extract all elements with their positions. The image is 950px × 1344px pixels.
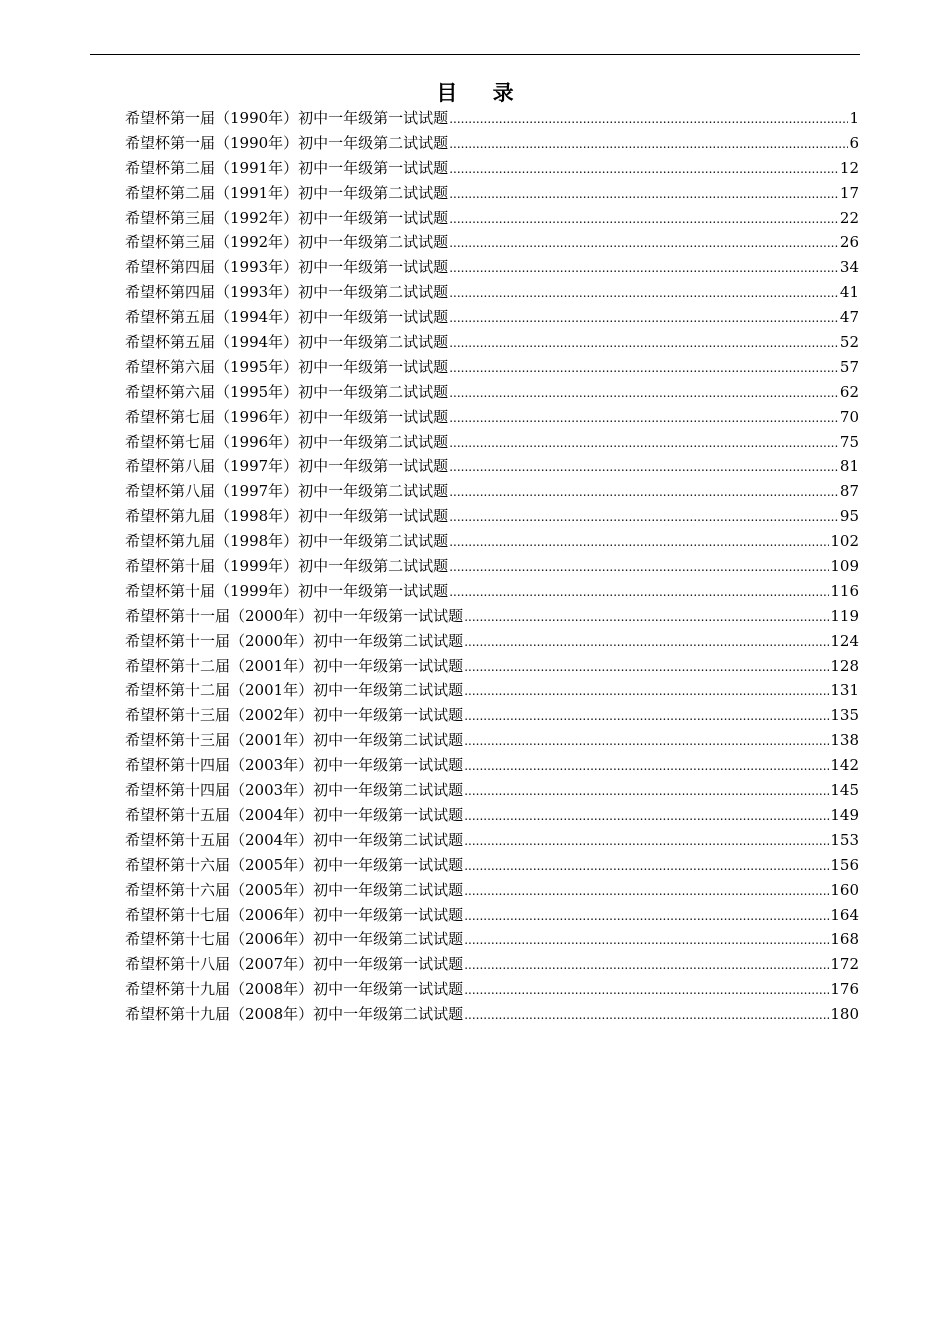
toc-dot-leader (464, 804, 829, 828)
toc-entry[interactable] (125, 853, 859, 878)
toc-entry-title: 希望杯第六届（1995年）初中一年级第一试试题 (125, 357, 449, 376)
toc-dot-leader (464, 679, 829, 703)
toc-entry-page-number: 17 (839, 183, 859, 202)
toc-entry[interactable] (125, 977, 859, 1002)
toc-entry-page-number: 57 (839, 357, 859, 376)
toc-title: 目 录 (436, 81, 528, 105)
toc-entry-page-number: 172 (830, 955, 859, 974)
toc-entry[interactable] (125, 1002, 859, 1027)
toc-dot-leader (464, 729, 829, 753)
toc-entry[interactable] (125, 380, 859, 405)
toc-entry-title: 希望杯第五届（1994年）初中一年级第一试试题 (125, 308, 449, 327)
toc-dot-leader (449, 480, 839, 504)
toc-entry-page-number: 109 (830, 557, 859, 576)
toc-entry-page-number: 131 (830, 681, 859, 700)
toc-entry[interactable] (125, 803, 859, 828)
toc-entry-title: 希望杯第三届（1992年）初中一年级第一试试题 (125, 208, 449, 227)
toc-entry-page-number: 168 (830, 930, 859, 949)
toc-dot-leader (449, 580, 829, 604)
toc-entry-title: 希望杯第三届（1992年）初中一年级第二试试题 (125, 233, 449, 252)
toc-dot-leader (449, 505, 839, 529)
toc-entry[interactable] (125, 828, 859, 853)
toc-entry-page-number: 41 (839, 283, 859, 302)
toc-dot-leader (464, 704, 829, 728)
toc-entry-title: 希望杯第十四届（2003年）初中一年级第一试试题 (125, 756, 464, 775)
toc-entry-page-number: 47 (839, 308, 859, 327)
toc-dot-leader (449, 331, 839, 355)
header-rule (90, 54, 860, 55)
toc-dot-leader (464, 754, 829, 778)
toc-dot-leader (464, 779, 829, 803)
toc-dot-leader (464, 829, 829, 853)
toc-entry[interactable] (125, 703, 859, 728)
toc-entry[interactable] (125, 952, 859, 977)
toc-entry-page-number: 87 (839, 482, 859, 501)
toc-entry[interactable] (125, 181, 859, 206)
toc-dot-leader (449, 381, 839, 405)
toc-dot-leader (449, 406, 839, 430)
toc-entry-page-number: 70 (839, 407, 859, 426)
toc-entry[interactable] (125, 355, 859, 380)
toc-dot-leader (449, 182, 839, 206)
toc-entry-page-number: 128 (830, 656, 859, 675)
toc-entry-title: 希望杯第十三届（2002年）初中一年级第一试试题 (125, 706, 464, 725)
toc-entry-title: 希望杯第十届（1999年）初中一年级第二试试题 (125, 557, 449, 576)
toc-entry[interactable] (125, 131, 859, 156)
toc-dot-leader (449, 231, 839, 255)
toc-entry-page-number: 12 (839, 158, 859, 177)
toc-entry-title: 希望杯第六届（1995年）初中一年级第二试试题 (125, 382, 449, 401)
toc-entry-title: 希望杯第十八届（2007年）初中一年级第一试试题 (125, 955, 464, 974)
toc-entry-title: 希望杯第十二届（2001年）初中一年级第一试试题 (125, 656, 464, 675)
toc-entry[interactable] (125, 654, 859, 679)
toc-entry[interactable] (125, 753, 859, 778)
toc-entry[interactable] (125, 106, 859, 131)
toc-entry-title: 希望杯第二届（1991年）初中一年级第二试试题 (125, 183, 449, 202)
toc-entry-page-number: 142 (830, 756, 859, 775)
toc-entry[interactable] (125, 454, 859, 479)
toc-entry-title: 希望杯第九届（1998年）初中一年级第二试试题 (125, 532, 449, 551)
toc-entry-title: 希望杯第十九届（2008年）初中一年级第一试试题 (125, 980, 464, 999)
toc-entry-title: 希望杯第十六届（2005年）初中一年级第一试试题 (125, 855, 464, 874)
toc-entry-page-number: 116 (830, 581, 859, 600)
toc-entry[interactable] (125, 330, 859, 355)
toc-entry-title: 希望杯第一届（1990年）初中一年级第一试试题 (125, 109, 449, 127)
toc-list (125, 106, 859, 1027)
toc-entry[interactable] (125, 554, 859, 579)
toc-dot-leader (449, 281, 839, 305)
toc-entry-title: 希望杯第十五届（2004年）初中一年级第一试试题 (125, 805, 464, 824)
toc-entry[interactable] (125, 728, 859, 753)
toc-entry-page-number: 156 (830, 855, 859, 874)
toc-dot-leader (449, 306, 839, 330)
toc-entry[interactable] (125, 927, 859, 952)
toc-entry[interactable] (125, 255, 859, 280)
toc-entry-title: 希望杯第五届（1994年）初中一年级第二试试题 (125, 333, 449, 352)
toc-dot-leader (464, 630, 829, 654)
toc-dot-leader (449, 530, 829, 554)
toc-entry[interactable] (125, 206, 859, 231)
toc-entry-title: 希望杯第十七届（2006年）初中一年级第一试试题 (125, 905, 464, 924)
toc-dot-leader (449, 455, 839, 479)
toc-dot-leader (464, 655, 829, 679)
toc-entry-title: 希望杯第十二届（2001年）初中一年级第二试试题 (125, 681, 464, 700)
toc-entry-title: 希望杯第七届（1996年）初中一年级第二试试题 (125, 432, 449, 451)
toc-entry[interactable] (125, 305, 859, 330)
toc-dot-leader (464, 978, 829, 1002)
toc-entry[interactable] (125, 156, 859, 181)
toc-entry[interactable] (125, 629, 859, 654)
toc-dot-leader (449, 207, 839, 231)
toc-entry-page-number: 52 (839, 333, 859, 352)
toc-entry-page-number: 95 (839, 507, 859, 526)
toc-entry-title: 希望杯第十五届（2004年）初中一年级第二试试题 (125, 830, 464, 849)
toc-entry-page-number: 102 (830, 532, 859, 551)
toc-entry-page-number: 62 (839, 382, 859, 401)
toc-dot-leader (464, 879, 829, 903)
toc-entry[interactable] (125, 430, 859, 455)
toc-entry[interactable] (125, 479, 859, 504)
toc-dot-leader (464, 904, 829, 928)
toc-entry-title: 希望杯第八届（1997年）初中一年级第一试试题 (125, 457, 449, 476)
toc-dot-leader (449, 107, 848, 131)
toc-entry-page-number: 149 (830, 805, 859, 824)
toc-entry-page-number: 1 (849, 109, 859, 127)
toc-entry-title: 希望杯第十六届（2005年）初中一年级第二试试题 (125, 880, 464, 899)
toc-entry-page-number: 26 (839, 233, 859, 252)
toc-entry-title: 希望杯第九届（1998年）初中一年级第一试试题 (125, 507, 449, 526)
toc-dot-leader (464, 928, 829, 952)
toc-entry-title: 希望杯第十七届（2006年）初中一年级第二试试题 (125, 930, 464, 949)
toc-entry[interactable] (125, 504, 859, 529)
toc-entry-page-number: 75 (839, 432, 859, 451)
toc-entry-page-number: 34 (839, 258, 859, 277)
toc-entry-page-number: 176 (830, 980, 859, 999)
toc-entry-page-number: 138 (830, 731, 859, 750)
toc-entry-page-number: 160 (830, 880, 859, 899)
toc-entry-page-number: 119 (830, 606, 859, 625)
toc-entry[interactable] (125, 280, 859, 305)
toc-entry[interactable] (125, 230, 859, 255)
toc-entry[interactable] (125, 678, 859, 703)
toc-entry[interactable] (125, 878, 859, 903)
toc-entry[interactable] (125, 604, 859, 629)
toc-entry-title: 希望杯第十四届（2003年）初中一年级第二试试题 (125, 781, 464, 800)
toc-dot-leader (449, 431, 839, 455)
toc-entry[interactable] (125, 903, 859, 928)
toc-entry[interactable] (125, 405, 859, 430)
toc-entry[interactable] (125, 529, 859, 554)
toc-entry-title: 希望杯第四届（1993年）初中一年级第一试试题 (125, 258, 449, 277)
toc-entry[interactable] (125, 579, 859, 604)
toc-dot-leader (449, 356, 839, 380)
toc-entry-page-number: 145 (830, 781, 859, 800)
toc-entry-title: 希望杯第十届（1999年）初中一年级第一试试题 (125, 581, 449, 600)
toc-entry-title: 希望杯第十九届（2008年）初中一年级第二试试题 (125, 1005, 464, 1024)
toc-entry-page-number: 6 (849, 133, 859, 152)
toc-entry[interactable] (125, 778, 859, 803)
toc-dot-leader (464, 605, 829, 629)
toc-dot-leader (449, 157, 839, 181)
toc-dot-leader (449, 132, 848, 156)
toc-entry-page-number: 164 (830, 905, 859, 924)
toc-entry-page-number: 135 (830, 706, 859, 725)
toc-entry-page-number: 22 (839, 208, 859, 227)
toc-entry-title: 希望杯第十一届（2000年）初中一年级第二试试题 (125, 631, 464, 650)
toc-entry-page-number: 153 (830, 830, 859, 849)
toc-entry-page-number: 124 (830, 631, 859, 650)
toc-entry-title: 希望杯第四届（1993年）初中一年级第二试试题 (125, 283, 449, 302)
toc-dot-leader (464, 854, 829, 878)
toc-entry-title: 希望杯第一届（1990年）初中一年级第二试试题 (125, 133, 449, 152)
toc-dot-leader (464, 1003, 829, 1027)
toc-dot-leader (449, 256, 839, 280)
toc-entry-title: 希望杯第八届（1997年）初中一年级第二试试题 (125, 482, 449, 501)
toc-entry-title: 希望杯第十一届（2000年）初中一年级第一试试题 (125, 606, 464, 625)
toc-entry-page-number: 180 (830, 1005, 859, 1024)
toc-dot-leader (449, 555, 829, 579)
toc-entry-title: 希望杯第七届（1996年）初中一年级第一试试题 (125, 407, 449, 426)
toc-dot-leader (464, 953, 829, 977)
toc-entry-page-number: 81 (839, 457, 859, 476)
toc-entry-title: 希望杯第十三届（2001年）初中一年级第二试试题 (125, 731, 464, 750)
toc-entry-title: 希望杯第二届（1991年）初中一年级第一试试题 (125, 158, 449, 177)
